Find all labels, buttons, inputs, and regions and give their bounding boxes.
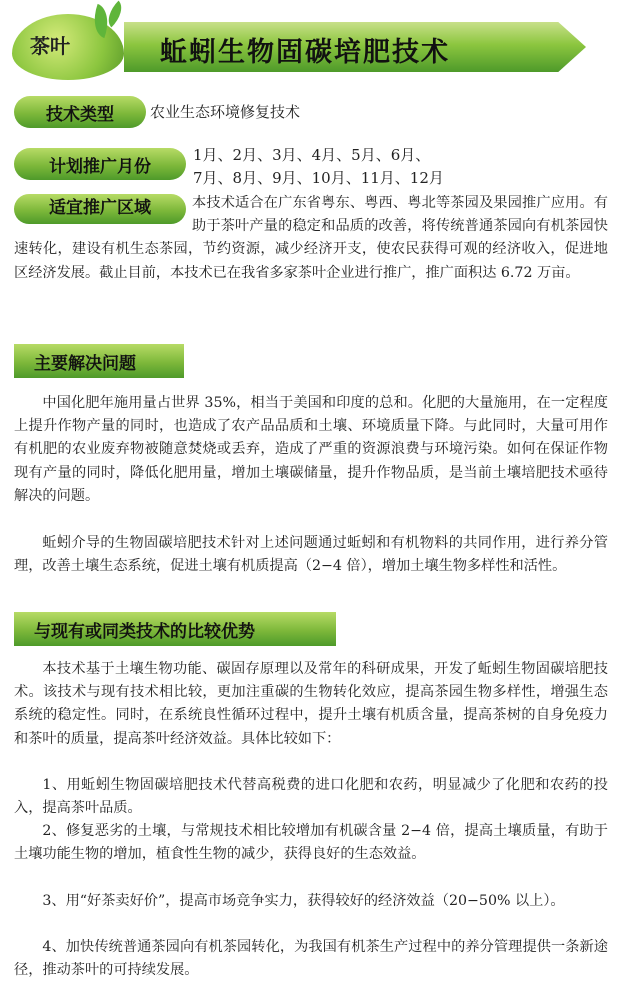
compare-item-2: 2、修复恶劣的土壤，与常规技术相比较增加有机碳含量 2−4 倍，提高土壤质量，有助于土壤功能生物的增加，植食性生物的减少，获得良好的生态效益。 xyxy=(14,823,608,863)
compare-item-3: 3、用“好茶卖好价”，提高市场竞争实力，获得较好的经济效益（20−50% 以上）。 xyxy=(42,893,565,909)
problems-paragraph-1: 中国化肥年施用量占世界 35%，相当于美国和印度的总和。化肥的大量施用，在一定程度上提升作物产量的同时，也造成了农产品品质和土壤、环境质量下降。与此同时，大量可用作有机肥的农业废弃物被随意焚烧或丢弃，造成了严重的资源浪费与环境污染。如何在保证作物现有产量的同时，降低化肥用量，增加土壤碳储量，提升作物品质，是当前土壤培肥技术亟待解决的问题。 xyxy=(14,395,608,504)
tech-type-label-text: 技术类型 xyxy=(46,104,114,125)
months-line-1: 1月、2月、3月、4月、5月、6月、 xyxy=(193,146,431,164)
category-tag: 茶叶 xyxy=(30,34,70,58)
compare-paragraph-1: 本技术基于土壤生物功能、碳固存原理以及常年的科研成果，开发了蚯蚓生物固碳培肥技术。该技术与现有技术相比较，更加注重碳的生物转化效应，提高茶园生物多样性，增强生态系统的稳定性。同时，在系统良性循环过程中，提升土壤有机质含量，提高茶树的自身免疫力和茶叶的质量，提高茶叶经济效益。具体比较如下： xyxy=(14,661,608,747)
months-line-2: 7月、8月、9月、10月、11月、12月 xyxy=(193,169,444,187)
region-label-text: 适宜推广区域 xyxy=(49,198,151,219)
compare-item-4: 4、加快传统普通茶园向有机茶园转化，为我国有机茶生产过程中的养分管理提供一条新途径，推动茶叶的可持续发展。 xyxy=(14,939,608,979)
tech-type-value: 农业生态环境修复技术 xyxy=(150,103,301,121)
section-compare-header xyxy=(14,612,336,646)
region-label xyxy=(14,194,186,224)
months-label-text: 计划推广月份 xyxy=(49,156,151,177)
header-banner xyxy=(0,0,623,95)
region-block xyxy=(14,192,608,285)
compare-item-1: 1、用蚯蚓生物固碳培肥技术代替高税费的进口化肥和农药，明显减少了化肥和农药的投入，提高茶叶品质。 xyxy=(14,777,608,817)
months-label xyxy=(14,148,186,180)
region-text: 本技术适合在广东省粤东、粤西、粤北等茶园及果园推广应用。有助于茶叶产量的稳定和品质的改善，将传统普通茶园向有机茶园快速转化，建设有机生态茶园，节约资源，减少经济开支，使农民获得可观的经济收入，促进地区经济发展。截止目前，本技术已在我省多家茶叶企业进行推广，推广面积达 6.72 万亩。 xyxy=(14,195,608,281)
section-problems-header xyxy=(14,344,184,378)
section-problems-title: 主要解决问题 xyxy=(34,353,136,374)
section-compare-title: 与现有或同类技术的比较优势 xyxy=(34,621,255,642)
problems-paragraph-2: 蚯蚓介导的生物固碳培肥技术针对上述问题通过蚯蚓和有机物料的共同作用，进行养分管理，改善土壤生态系统，促进土壤有机质提高（2−4 倍），增加土壤生物多样性和活性。 xyxy=(14,535,608,575)
page-title: 蚯蚓生物固碳培肥技术 xyxy=(160,37,450,68)
tech-type-label xyxy=(14,96,146,128)
